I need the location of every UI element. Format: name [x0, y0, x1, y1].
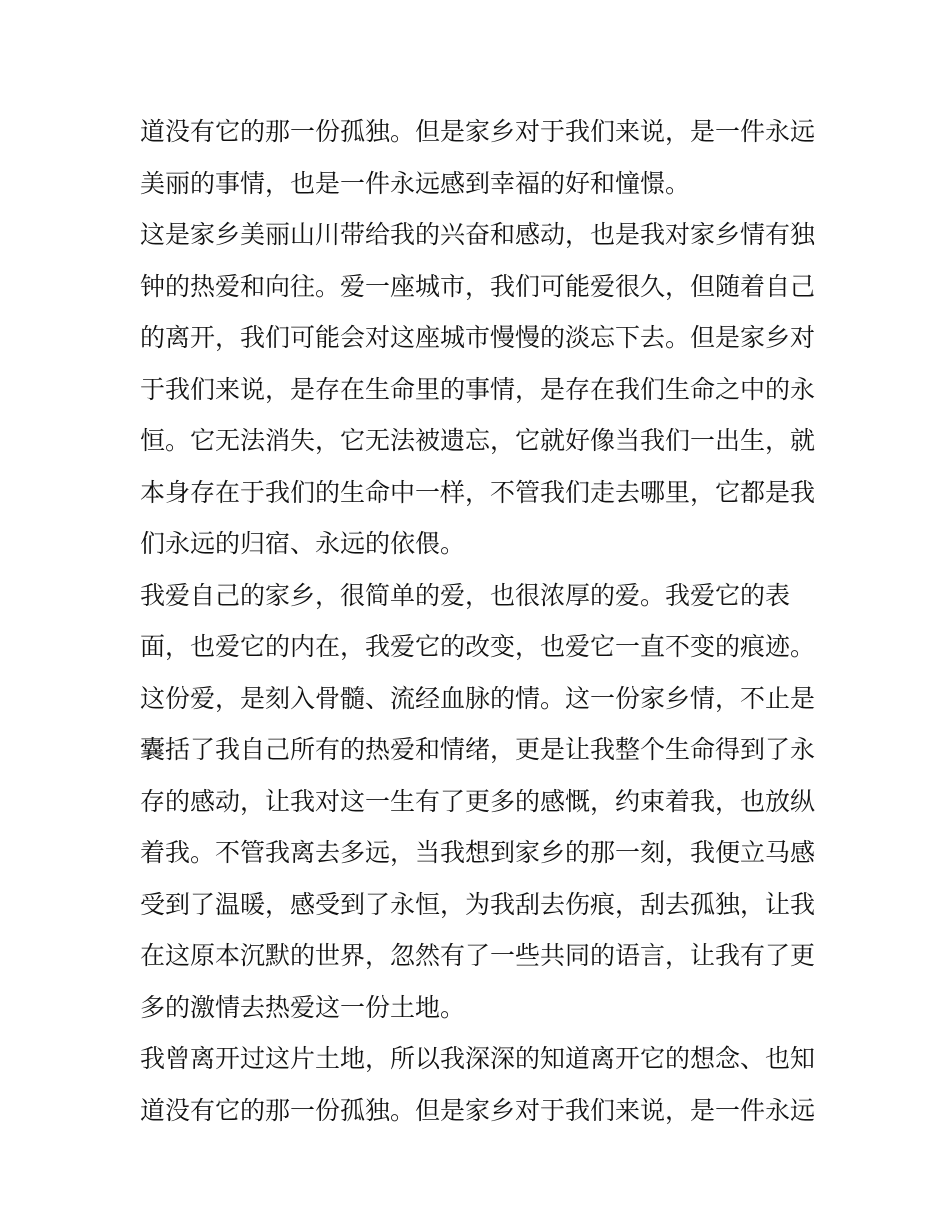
text-line: 美丽的事情，也是一件永远感到幸福的好和憧憬。	[140, 168, 691, 198]
text-line: 恒。它无法消失，它无法被遗忘，它就好像当我们一出生，就	[140, 426, 816, 455]
text-line: 本身存在于我们的生命中一样，不管我们走去哪里，它都是我	[140, 477, 816, 507]
text-line: 我爱自己的家乡，很简单的爱，也很浓厚的爱。我爱它的表	[140, 580, 791, 610]
text-line: 钟的热爱和向往。爱一座城市，我们可能爱很久，但随着自己	[140, 271, 816, 301]
text-line: 这份爱，是刻入骨髓、流经血脉的情。这一份家乡情，不止是	[140, 683, 816, 713]
text-line: 受到了温暖，感受到了永恒，为我刮去伤痕，刮去孤独，让我	[140, 889, 816, 919]
text-line: 我曾离开过这片土地，所以我深深的知道离开它的想念、也知	[140, 1044, 816, 1073]
text-line: 于我们来说，是存在生命里的事情，是存在我们生命之中的永	[140, 374, 816, 404]
text-line: 面，也爱它的内在，我爱它的改变，也爱它一直不变的痕迹。	[140, 632, 816, 661]
text-line: 道没有它的那一份孤独。但是家乡对于我们来说，是一件永远	[140, 1095, 816, 1125]
text-line: 囊括了我自己所有的热爱和情绪，更是让我整个生命得到了永	[140, 735, 816, 764]
text-line: 这是家乡美丽山川带给我的兴奋和感动，也是我对家乡情有独	[140, 220, 816, 249]
text-line: 的离开，我们可能会对这座城市慢慢的淡忘下去。但是家乡对	[140, 323, 816, 352]
text-line: 道没有它的那一份孤独。但是家乡对于我们来说，是一件永远	[140, 117, 816, 146]
body-text	[140, 106, 820, 1136]
text-line: 着我。不管我离去多远，当我想到家乡的那一刻，我便立马感	[140, 838, 816, 867]
text-line: 存的感动，让我对这一生有了更多的感慨，约束着我，也放纵	[140, 786, 816, 816]
text-line: 在这原本沉默的世界，忽然有了一些共同的语言，让我有了更	[140, 941, 816, 970]
text-line: 多的激情去热爱这一份土地。	[140, 992, 466, 1022]
text-line: 们永远的归宿、永远的依偎。	[140, 529, 466, 558]
